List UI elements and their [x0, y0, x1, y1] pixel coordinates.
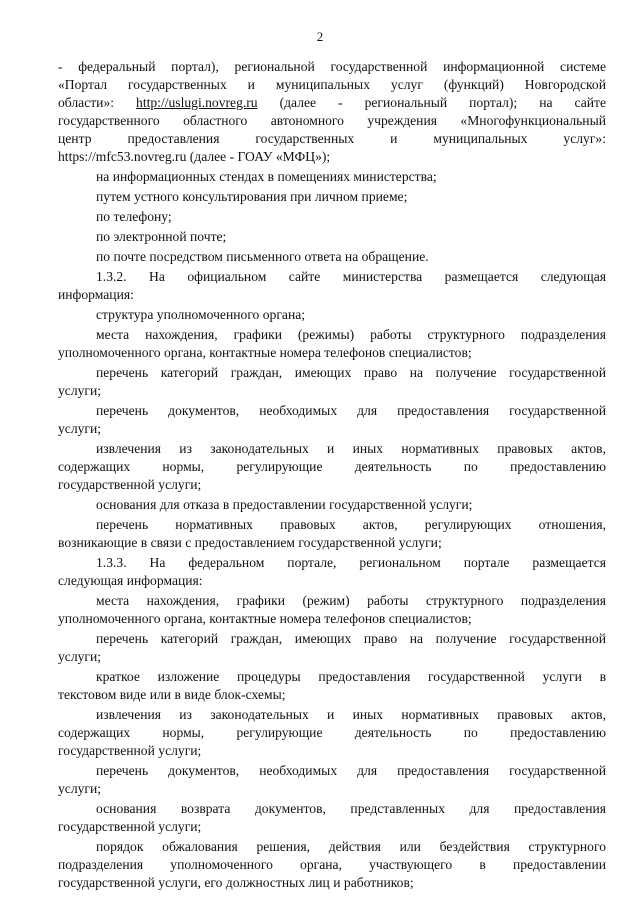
text-line: уполномоченного органа, контактные номера телефонов специалистов;: [58, 345, 472, 360]
text-line: услуги;: [58, 383, 102, 398]
text-line: - федеральный портал), региональной государственной информационной системе: [58, 59, 606, 74]
text-line: места нахождения, графики (режим) работы структурного подразделения: [96, 593, 606, 608]
document-body: [58, 58, 606, 892]
paragraph: [58, 668, 606, 704]
text-line: услуги;: [58, 649, 102, 664]
paragraph: [58, 208, 606, 226]
text-line: перечень категорий граждан, имеющих право на получение государственной: [96, 365, 606, 380]
text-line: текстовом виде или в виде блок-схемы;: [58, 687, 286, 702]
text-line: государственного областного автономного учреждения «Многофункциональный: [58, 113, 606, 128]
text-line: извлечения из законодательных и иных нормативных правовых актов,: [96, 441, 606, 456]
paragraph: [58, 268, 606, 304]
text-line: места нахождения, графики (режимы) работы структурного подразделения: [96, 327, 606, 342]
text-line: перечень нормативных правовых актов, регулирующих отношения,: [96, 517, 606, 532]
text-line: государственной услуги;: [58, 743, 202, 758]
text-line: следующая информация:: [58, 573, 203, 588]
paragraph: [58, 706, 606, 760]
text-line: извлечения из законодательных и иных нормативных правовых актов,: [96, 707, 606, 722]
paragraph: [58, 440, 606, 494]
paragraph: [58, 228, 606, 246]
text-line: краткое изложение процедуры предоставления государственной услуги в: [96, 669, 606, 684]
text-line: услуги;: [58, 421, 102, 436]
text-line: государственной услуги;: [58, 819, 202, 834]
text-line: центр предоставления государственных и муниципальных услуг»:: [58, 131, 606, 146]
paragraph: [58, 554, 606, 590]
paragraph: [58, 248, 606, 266]
text-line: https://mfc53.novreg.ru (далее - ГОАУ «МФЦ»);: [58, 149, 331, 164]
paragraph: [58, 496, 606, 514]
text-line: возникающие в связи с предоставлением государственной услуги;: [58, 535, 442, 550]
paragraph: [58, 306, 606, 324]
paragraph: [58, 326, 606, 362]
text-line: «Портал государственных и муниципальных услуг (функций) Новгородской: [58, 77, 606, 92]
text-line: содержащих нормы, регулирующие деятельность по предоставлению: [58, 725, 606, 740]
text-line: перечень документов, необходимых для предоставления государственной: [96, 403, 606, 418]
text-line: информация:: [58, 287, 134, 302]
text-line: государственной услуги;: [58, 477, 202, 492]
text-line: услуги;: [58, 781, 102, 796]
paragraph-portals: [58, 58, 606, 166]
text-line: на информационных стендах в помещениях министерства;: [96, 169, 437, 184]
text-line: перечень документов, необходимых для предоставления государственной: [96, 763, 606, 778]
text-line: основания для отказа в предоставлении государственной услуги;: [96, 497, 473, 512]
paragraph: [58, 630, 606, 666]
link-suffix: (далее - региональный портал); на сайте: [257, 95, 606, 110]
text-line: структура уполномоченного органа;: [96, 307, 306, 322]
text-line: по телефону;: [96, 209, 172, 224]
paragraph: [58, 168, 606, 186]
text-line: перечень категорий граждан, имеющих право на получение государственной: [96, 631, 606, 646]
text-line: путем устного консультирования при личном приеме;: [96, 189, 408, 204]
text-line: по электронной почте;: [96, 229, 227, 244]
paragraph: [58, 838, 606, 892]
text-line: подразделения уполномоченного органа, участвующего в предоставлении: [58, 857, 606, 872]
paragraph: [58, 516, 606, 552]
paragraph-list: [58, 168, 606, 892]
text-line: порядок обжалования решения, действия или бездействия структурного: [96, 839, 606, 854]
text-line: уполномоченного органа, контактные номера телефонов специалистов;: [58, 611, 472, 626]
paragraph: [58, 402, 606, 438]
paragraph: [58, 762, 606, 798]
text-line-with-link: [58, 94, 606, 112]
text-line: содержащих нормы, регулирующие деятельность по предоставлению: [58, 459, 606, 474]
link-prefix: области»:: [58, 95, 137, 110]
text-line: государственной услуги, его должностных лиц и работников;: [58, 875, 414, 890]
paragraph: [58, 592, 606, 628]
paragraph: [58, 800, 606, 836]
paragraph: [58, 188, 606, 206]
regional-portal-link[interactable]: http://uslugi.novreg.ru: [136, 95, 258, 110]
text-line: 1.3.2. На официальном сайте министерства размещается следующая: [96, 269, 606, 284]
text-line: основания возврата документов, представленных для предоставления: [96, 801, 606, 816]
paragraph: [58, 364, 606, 400]
text-line: 1.3.3. На федеральном портале, региональном портале размещается: [96, 555, 606, 570]
text-line: по почте посредством письменного ответа на обращение.: [96, 249, 429, 264]
page-number: 2: [316, 29, 324, 44]
